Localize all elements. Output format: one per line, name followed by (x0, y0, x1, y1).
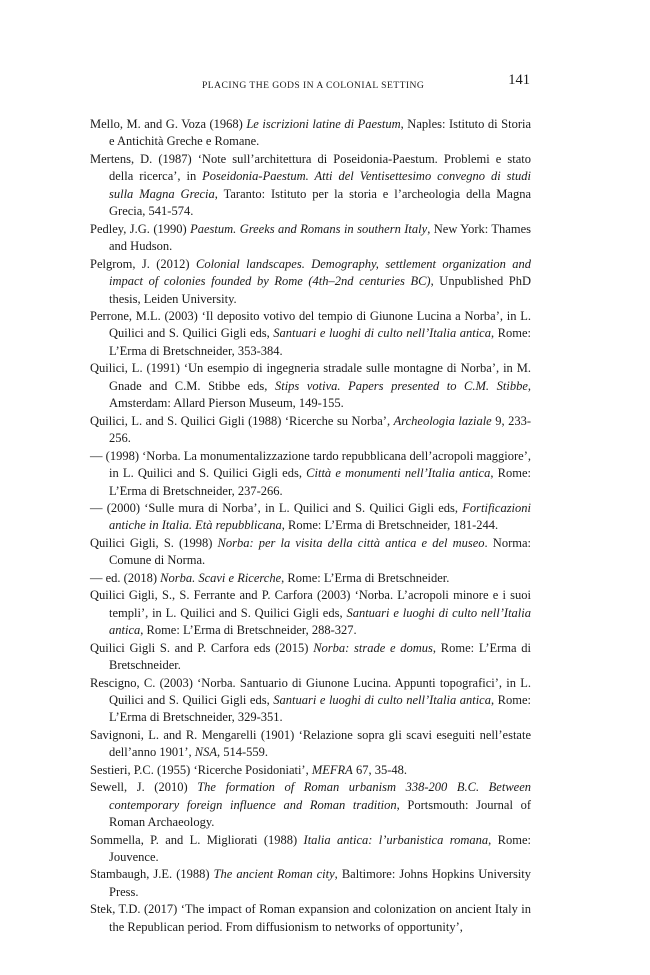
reference-title-italic: Poseidonia-Paestum. Atti del Ventisettesimo convegno di studi sulla Magna Grecia (109, 169, 531, 201)
reference-title-italic: Santuari e luoghi di culto nell’Italia antica (273, 326, 491, 341)
reference-entry (90, 640, 531, 675)
reference-text: , Rome: L’Erma di Bretschneider. (281, 570, 450, 585)
reference-entry (90, 256, 531, 308)
reference-text: Rescigno, C. (2003) ‘Norba. Santuario di Giunone Lucina. Appunti topografici’, in L. Quilici and S. Quilici Gigli eds, (90, 675, 531, 707)
reference-text: 67, 35-48. (352, 762, 407, 777)
reference-entry (90, 151, 531, 221)
reference-title-italic: MEFRA (311, 762, 353, 777)
reference-entry (90, 535, 531, 570)
reference-text: Pedley, J.G. (1990) (90, 221, 191, 236)
reference-text: Quilici Gigli, S., S. Ferrante and P. Carfora (2003) ‘Norba. L’acropoli minore e i suoi templi’, in L. Quilici and S. Quilici Gigli eds, (90, 588, 531, 620)
reference-text: , New York: Thames and Hudson. (109, 221, 531, 254)
reference-entry (90, 832, 531, 867)
reference-text: Mertens, D. (1987) ‘Note sull’architettura di Poseidonia-Paestum. Problemi e stato della ricerca’, in (90, 151, 531, 184)
reference-list (90, 116, 531, 936)
reference-title-italic: Norba: strade e domus (313, 640, 433, 655)
reference-text: Quilici Gigli S. and P. Carfora eds (2015) (90, 640, 314, 655)
reference-entry (90, 675, 531, 727)
reference-text: , Rome: L’Erma di Bretschneider, 237-266. (109, 466, 531, 498)
reference-text: — ed. (2018) (90, 570, 161, 585)
reference-text: , Portsmouth: Journal of Roman Archaeology. (109, 797, 531, 830)
reference-text: 9, 233-256. (109, 413, 531, 446)
reference-text: — (1998) ‘Norba. La monumentalizzazione tardo repubblicana dell’acropoli maggiore’, in L. Quilici and S. Quilici Gigli eds, (90, 448, 531, 481)
reference-entry (90, 727, 531, 762)
reference-text: . Norma: Comune di Norma. (109, 535, 531, 568)
reference-text: , Rome: L’Erma di Bretschneider, 288-327. (140, 623, 357, 638)
reference-text: Stek, T.D. (2017) ‘The impact of Roman expansion and colonization on ancient Italy in the Republican period. From diffusionism to networks of opportunity’, (90, 902, 531, 934)
reference-text: Stambaugh, J.E. (1988) (90, 867, 214, 882)
reference-title-italic: Le iscrizioni latine di Paestum (246, 117, 401, 131)
reference-text: , Rome: Jouvence. (109, 832, 531, 865)
reference-title-italic: Italia antica: l’urbanistica romana (303, 832, 489, 847)
reference-text: , Rome: L’Erma di Bretschneider, 181-244. (281, 518, 499, 533)
reference-text: , Rome: L’Erma di Bretschneider. (109, 640, 531, 673)
reference-text: Sommella, P. and L. Migliorati (1988) (90, 832, 304, 847)
reference-entry (90, 413, 531, 448)
reference-entry (90, 500, 531, 535)
reference-entry (90, 221, 531, 256)
reference-title-italic: Norba: per la visita della città antica e del museo (217, 535, 485, 550)
page-header (90, 72, 530, 98)
reference-entry (90, 448, 531, 500)
reference-text: , Rome: L’Erma di Bretschneider, 329-351. (109, 692, 531, 725)
reference-text: , Naples: Istituto di Storia e Antichità Greche e Romane. (109, 117, 531, 149)
reference-entry (90, 866, 531, 901)
reference-text: Savignoni, L. and R. Mengarelli (1901) ‘Relazione sopra gli scavi eseguiti nell’estate dell’anno 1901’, (90, 727, 531, 760)
reference-text: Sestieri, P.C. (1955) ‘Ricerche Posidoniati’, (90, 762, 312, 777)
reference-text: Quilici, L. and S. Quilici Gigli (1988) ‘Ricerche su Norba’, (90, 413, 394, 428)
reference-title-italic: Archeologia laziale (393, 413, 492, 428)
reference-text: , Rome: L’Erma di Bretschneider, 353-384. (109, 326, 531, 358)
reference-entry (90, 570, 531, 587)
reference-text: , Baltimore: Johns Hopkins University Press. (109, 867, 532, 899)
reference-text: Mello, M. and G. Voza (1968) (90, 117, 247, 131)
reference-entry (90, 308, 531, 360)
running-title: PLACING THE GODS IN A COLONIAL SETTING (202, 80, 425, 91)
reference-entry (90, 360, 531, 412)
reference-text: Perrone, M.L. (2003) ‘Il deposito votivo del tempio di Giunone Lucina a Norba’, in L. Quilici and S. Quilici Gigli eds, (90, 308, 531, 341)
reference-title-italic: Santuari e luoghi di culto nell’Italia antica (273, 692, 491, 707)
reference-title-italic: Stips votiva. Papers presented to C.M. Stibbe (274, 378, 528, 393)
reference-entry (90, 901, 531, 936)
reference-title-italic: Paestum. Greeks and Romans in southern Italy (190, 221, 428, 236)
reference-text: , Taranto: Istituto per la storia e l’archeologia della Magna Grecia, 541-574. (109, 186, 531, 219)
page-number: 141 (508, 72, 530, 88)
reference-entry (90, 587, 531, 639)
reference-title-italic: NSA (194, 745, 217, 760)
reference-entry (90, 762, 531, 779)
reference-title-italic: Norba. Scavi e Ricerche (160, 570, 282, 585)
reference-title-italic: The ancient Roman city (213, 867, 335, 882)
reference-text: , 514-559. (216, 745, 269, 760)
reference-title-italic: The formation of Roman urbanism 338-200 B.C. Between contemporary foreign influence and Roman tradition (109, 780, 531, 812)
reference-title-italic: Fortificazioni antiche in Italia. Età repubblicana (109, 500, 531, 533)
reference-title-italic: Santuari e luoghi di culto nell’Italia antica (109, 605, 531, 638)
reference-entry (90, 116, 531, 151)
reference-text: Sewell, J. (2010) (90, 780, 198, 795)
reference-text: Pelgrom, J. (2012) (90, 256, 196, 271)
reference-text: — (2000) ‘Sulle mura di Norba’, in L. Quilici and S. Quilici Gigli eds, (90, 500, 463, 515)
reference-text: , Amsterdam: Allard Pierson Museum, 149-155. (109, 378, 532, 411)
reference-text: Quilici Gigli, S. (1998) (90, 535, 218, 550)
reference-text: Quilici, L. (1991) ‘Un esempio di ingegneria stradale sulle montagne di Norba’, in M. Gnade and C.M. Stibbe eds, (90, 361, 531, 393)
reference-text: , Unpublished PhD thesis, Leiden University. (109, 274, 531, 306)
reference-entry (90, 779, 531, 831)
reference-title-italic: Colonial landscapes. Demography, settlement organization and impact of colonies founded by Rome (4th–2nd centuries BC) (109, 256, 531, 289)
reference-title-italic: Città e monumenti nell’Italia antica (306, 466, 491, 481)
